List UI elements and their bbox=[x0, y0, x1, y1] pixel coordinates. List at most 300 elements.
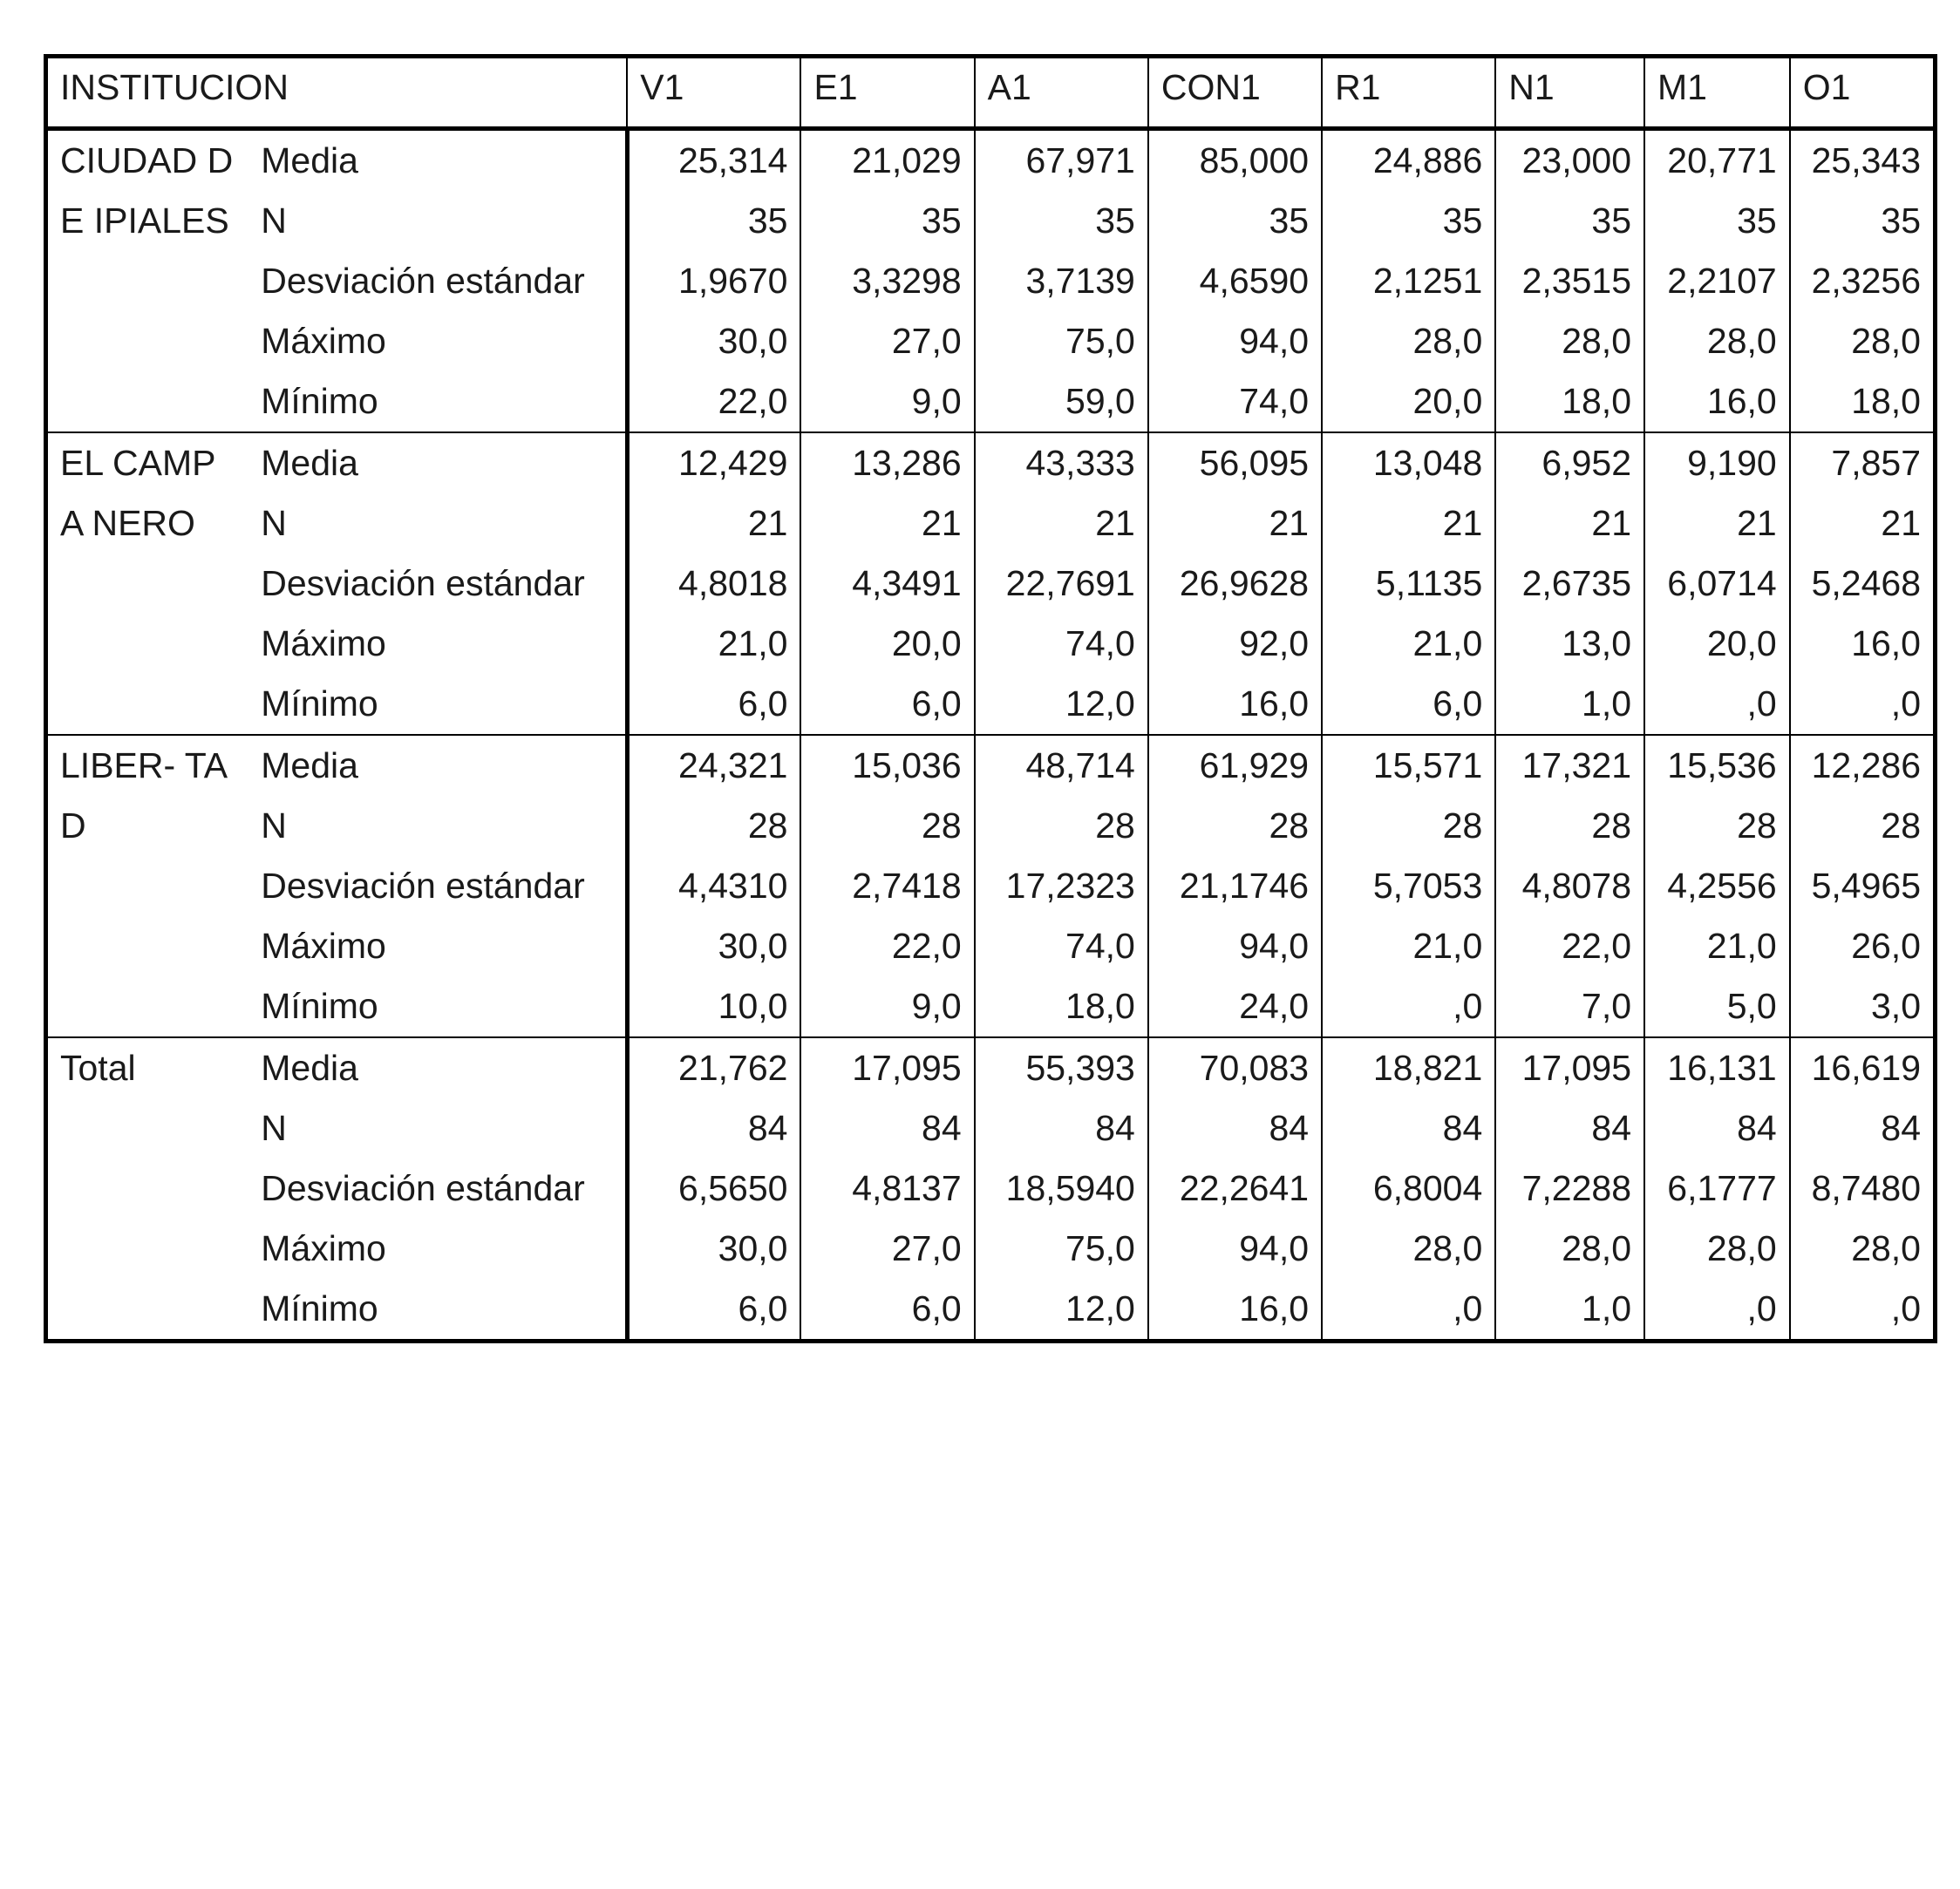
cell-value: 55,393 bbox=[1025, 1048, 1135, 1088]
cell-value: 28,0 bbox=[1562, 321, 1632, 361]
cell-value: 22,0 bbox=[891, 926, 962, 966]
statistics-table bbox=[44, 54, 1937, 1343]
value-cell-r1 bbox=[1322, 916, 1495, 976]
cell-value: 21 bbox=[922, 503, 962, 543]
cell-value: 28,0 bbox=[1851, 321, 1921, 361]
cell-value: 12,286 bbox=[1811, 745, 1921, 785]
cell-value: 18,0 bbox=[1851, 381, 1921, 421]
cell-value: 5,4965 bbox=[1811, 866, 1921, 906]
value-cell-r1 bbox=[1322, 1037, 1495, 1098]
value-cell-o1 bbox=[1790, 856, 1936, 916]
cell-value: 15,536 bbox=[1667, 745, 1777, 785]
cell-value: 3,3298 bbox=[852, 261, 962, 301]
cell-value: 74,0 bbox=[1239, 381, 1310, 421]
cell-value: 8,7480 bbox=[1811, 1168, 1921, 1208]
value-cell-m1 bbox=[1644, 371, 1790, 432]
cell-value: 21,0 bbox=[1412, 926, 1483, 966]
table-row bbox=[46, 674, 1936, 735]
value-cell-m1 bbox=[1644, 191, 1790, 251]
value-cell-v1 bbox=[627, 129, 800, 192]
cell-value: 6,0 bbox=[911, 1288, 962, 1328]
value-cell-a1 bbox=[975, 976, 1148, 1037]
value-cell-a1 bbox=[975, 432, 1148, 493]
cell-value: 21 bbox=[1269, 503, 1310, 543]
value-cell-m1 bbox=[1644, 1159, 1790, 1219]
value-cell-a1 bbox=[975, 251, 1148, 311]
value-cell-con1 bbox=[1148, 554, 1322, 614]
cell-value: 74,0 bbox=[1065, 623, 1135, 663]
cell-value: 28,0 bbox=[1706, 1228, 1777, 1268]
cell-value: 28 bbox=[1269, 805, 1310, 846]
cell-value: 12,0 bbox=[1065, 1288, 1135, 1328]
statistic-label: Máximo bbox=[261, 321, 386, 361]
value-cell-r1 bbox=[1322, 554, 1495, 614]
value-cell-e1 bbox=[800, 916, 974, 976]
cell-value: 94,0 bbox=[1239, 926, 1310, 966]
value-cell-r1 bbox=[1322, 796, 1495, 856]
value-cell-o1 bbox=[1790, 674, 1936, 735]
table-row bbox=[46, 1219, 1936, 1279]
cell-value: 6,0 bbox=[911, 683, 962, 724]
value-cell-e1 bbox=[800, 554, 974, 614]
table-row bbox=[46, 432, 1936, 493]
cell-value: 28,0 bbox=[1851, 1228, 1921, 1268]
value-cell-n1 bbox=[1495, 129, 1644, 192]
cell-value: 6,0 bbox=[1433, 683, 1483, 724]
statistic-label: Mínimo bbox=[261, 381, 378, 421]
value-cell-o1 bbox=[1790, 1098, 1936, 1159]
cell-value: 21,0 bbox=[1706, 926, 1777, 966]
cell-value: 35 bbox=[1442, 200, 1483, 241]
cell-value: 6,1777 bbox=[1667, 1168, 1777, 1208]
table-row bbox=[46, 1279, 1936, 1342]
statistic-label: Media bbox=[248, 1037, 627, 1098]
value-cell-r1 bbox=[1322, 191, 1495, 251]
cell-value: 21 bbox=[747, 503, 788, 543]
value-cell-n1 bbox=[1495, 1098, 1644, 1159]
value-cell-m1 bbox=[1644, 976, 1790, 1037]
value-cell-o1 bbox=[1790, 554, 1936, 614]
statistic-label: Mínimo bbox=[261, 986, 378, 1026]
cell-value: 94,0 bbox=[1239, 321, 1310, 361]
cell-value: 28,0 bbox=[1412, 321, 1483, 361]
cell-value: 25,343 bbox=[1811, 140, 1921, 180]
value-cell-con1 bbox=[1148, 371, 1322, 432]
value-cell-n1 bbox=[1495, 1279, 1644, 1342]
statistic-label: Máximo bbox=[261, 623, 386, 663]
cell-value: 28,0 bbox=[1562, 1228, 1632, 1268]
cell-value: 35 bbox=[1881, 200, 1921, 241]
value-cell-n1 bbox=[1495, 674, 1644, 735]
statistic-label: N bbox=[261, 1108, 287, 1148]
value-cell-a1 bbox=[975, 856, 1148, 916]
cell-value: 35 bbox=[1269, 200, 1310, 241]
cell-value: 2,3256 bbox=[1811, 261, 1921, 301]
cell-value: 5,0 bbox=[1726, 986, 1777, 1026]
statistic-label: N bbox=[261, 805, 287, 846]
cell-value: 18,0 bbox=[1562, 381, 1632, 421]
value-cell-n1 bbox=[1495, 735, 1644, 796]
statistic-label: Desviación estándar bbox=[261, 866, 585, 906]
table-row bbox=[46, 916, 1936, 976]
cell-value: 84 bbox=[1095, 1108, 1135, 1148]
cell-value: 20,0 bbox=[891, 623, 962, 663]
statistic-label: Media bbox=[261, 140, 358, 180]
value-cell-v1 bbox=[627, 614, 800, 674]
table-row bbox=[46, 191, 1936, 251]
cell-value: 15,036 bbox=[852, 745, 962, 785]
value-cell-m1 bbox=[1644, 432, 1790, 493]
value-cell-n1 bbox=[1495, 191, 1644, 251]
value-cell-e1 bbox=[800, 1159, 974, 1219]
value-cell-n1 bbox=[1495, 493, 1644, 554]
value-cell-e1 bbox=[800, 1219, 974, 1279]
cell-value: 61,929 bbox=[1199, 745, 1310, 785]
value-cell-m1 bbox=[1644, 251, 1790, 311]
cell-value: 17,321 bbox=[1521, 745, 1632, 785]
cell-value: 18,821 bbox=[1372, 1048, 1483, 1088]
cell-value: 16,619 bbox=[1811, 1048, 1921, 1088]
cell-value: 4,4310 bbox=[678, 866, 788, 906]
cell-value: 21 bbox=[1442, 503, 1483, 543]
cell-value: 28 bbox=[1591, 805, 1632, 846]
value-cell-v1 bbox=[627, 191, 800, 251]
cell-value: 22,0 bbox=[718, 381, 788, 421]
cell-value: 13,048 bbox=[1372, 443, 1483, 483]
value-cell-con1 bbox=[1148, 1279, 1322, 1342]
statistic-label: Máximo bbox=[261, 926, 386, 966]
cell-value: 84 bbox=[1269, 1108, 1310, 1148]
cell-value: 22,7691 bbox=[1005, 563, 1135, 603]
cell-value: ,0 bbox=[1453, 1288, 1483, 1328]
cell-value: 9,0 bbox=[911, 381, 962, 421]
value-cell-e1 bbox=[800, 674, 974, 735]
table-row bbox=[46, 856, 1936, 916]
cell-value: 21 bbox=[1881, 503, 1921, 543]
header-r1: R1 bbox=[1322, 57, 1495, 129]
table-row bbox=[46, 614, 1936, 674]
cell-value: 1,0 bbox=[1582, 683, 1632, 724]
institution-label: CIUDAD DE IPIALES bbox=[60, 140, 234, 241]
statistic-label: Mínimo bbox=[261, 683, 378, 724]
value-cell-v1 bbox=[627, 1098, 800, 1159]
value-cell-a1 bbox=[975, 1279, 1148, 1342]
cell-value: 56,095 bbox=[1199, 443, 1310, 483]
value-cell-n1 bbox=[1495, 1219, 1644, 1279]
value-cell-n1 bbox=[1495, 1159, 1644, 1219]
value-cell-r1 bbox=[1322, 311, 1495, 371]
cell-value: 84 bbox=[1881, 1108, 1921, 1148]
value-cell-e1 bbox=[800, 432, 974, 493]
cell-value: 24,0 bbox=[1239, 986, 1310, 1026]
value-cell-e1 bbox=[800, 1098, 974, 1159]
cell-value: 2,6735 bbox=[1521, 563, 1632, 603]
value-cell-m1 bbox=[1644, 735, 1790, 796]
value-cell-o1 bbox=[1790, 614, 1936, 674]
value-cell-n1 bbox=[1495, 371, 1644, 432]
table-row bbox=[46, 1098, 1936, 1159]
cell-value: 4,3491 bbox=[852, 563, 962, 603]
value-cell-o1 bbox=[1790, 371, 1936, 432]
cell-value: ,0 bbox=[1746, 1288, 1777, 1328]
table-row bbox=[46, 371, 1936, 432]
value-cell-e1 bbox=[800, 735, 974, 796]
cell-value: 4,6590 bbox=[1199, 261, 1310, 301]
cell-value: 16,0 bbox=[1851, 623, 1921, 663]
cell-value: 74,0 bbox=[1065, 926, 1135, 966]
value-cell-o1 bbox=[1790, 735, 1936, 796]
value-cell-v1 bbox=[627, 796, 800, 856]
header-row bbox=[46, 57, 1936, 129]
value-cell-con1 bbox=[1148, 674, 1322, 735]
cell-value: 23,000 bbox=[1521, 140, 1632, 180]
cell-value: 6,0714 bbox=[1667, 563, 1777, 603]
value-cell-r1 bbox=[1322, 251, 1495, 311]
value-cell-v1 bbox=[627, 554, 800, 614]
header-m1: M1 bbox=[1644, 57, 1790, 129]
value-cell-con1 bbox=[1148, 311, 1322, 371]
institution-label: EL CAMPA NERO bbox=[46, 432, 249, 735]
value-cell-con1 bbox=[1148, 191, 1322, 251]
value-cell-m1 bbox=[1644, 129, 1790, 192]
cell-value: 84 bbox=[747, 1108, 788, 1148]
cell-value: 27,0 bbox=[891, 1228, 962, 1268]
value-cell-n1 bbox=[1495, 554, 1644, 614]
cell-value: 20,0 bbox=[1706, 623, 1777, 663]
cell-value: 75,0 bbox=[1065, 1228, 1135, 1268]
value-cell-o1 bbox=[1790, 493, 1936, 554]
value-cell-m1 bbox=[1644, 1098, 1790, 1159]
cell-value: 85,000 bbox=[1199, 140, 1310, 180]
value-cell-v1 bbox=[627, 432, 800, 493]
value-cell-r1 bbox=[1322, 1159, 1495, 1219]
cell-value: 22,0 bbox=[1562, 926, 1632, 966]
cell-value: 21,029 bbox=[852, 140, 962, 180]
cell-value: 17,095 bbox=[1521, 1048, 1632, 1088]
cell-value: 6,0 bbox=[738, 1288, 788, 1328]
cell-value: 28 bbox=[747, 805, 788, 846]
cell-value: ,0 bbox=[1890, 1288, 1921, 1328]
cell-value: 28 bbox=[1737, 805, 1777, 846]
value-cell-m1 bbox=[1644, 796, 1790, 856]
cell-value: 5,7053 bbox=[1372, 866, 1483, 906]
cell-value: 59,0 bbox=[1065, 381, 1135, 421]
value-cell-v1 bbox=[627, 311, 800, 371]
value-cell-e1 bbox=[800, 129, 974, 192]
cell-value: 21 bbox=[1095, 503, 1135, 543]
cell-value: ,0 bbox=[1453, 986, 1483, 1026]
value-cell-m1 bbox=[1644, 311, 1790, 371]
value-cell-v1 bbox=[627, 251, 800, 311]
statistic-label: Máximo bbox=[261, 1228, 386, 1268]
value-cell-r1 bbox=[1322, 1098, 1495, 1159]
value-cell-n1 bbox=[1495, 251, 1644, 311]
table-row bbox=[46, 311, 1936, 371]
value-cell-r1 bbox=[1322, 614, 1495, 674]
cell-value: 35 bbox=[1591, 200, 1632, 241]
cell-value: 94,0 bbox=[1239, 1228, 1310, 1268]
cell-value: 1,9670 bbox=[678, 261, 788, 301]
cell-value: 21,1746 bbox=[1179, 866, 1310, 906]
value-cell-v1 bbox=[627, 856, 800, 916]
cell-value: 21,762 bbox=[678, 1048, 788, 1088]
value-cell-con1 bbox=[1148, 1037, 1322, 1098]
cell-value: 26,0 bbox=[1851, 926, 1921, 966]
value-cell-a1 bbox=[975, 796, 1148, 856]
table-row bbox=[46, 493, 1936, 554]
cell-value: 16,0 bbox=[1239, 683, 1310, 724]
cell-value: 35 bbox=[922, 200, 962, 241]
value-cell-a1 bbox=[975, 191, 1148, 251]
cell-value: 21,0 bbox=[1412, 623, 1483, 663]
value-cell-a1 bbox=[975, 1159, 1148, 1219]
cell-value: 4,8018 bbox=[678, 563, 788, 603]
value-cell-o1 bbox=[1790, 796, 1936, 856]
value-cell-r1 bbox=[1322, 1219, 1495, 1279]
cell-value: 43,333 bbox=[1025, 443, 1135, 483]
value-cell-m1 bbox=[1644, 614, 1790, 674]
value-cell-e1 bbox=[800, 856, 974, 916]
value-cell-con1 bbox=[1148, 432, 1322, 493]
value-cell-v1 bbox=[627, 371, 800, 432]
value-cell-con1 bbox=[1148, 251, 1322, 311]
value-cell-r1 bbox=[1322, 976, 1495, 1037]
value-cell-r1 bbox=[1322, 493, 1495, 554]
value-cell-o1 bbox=[1790, 432, 1936, 493]
cell-value: 1,0 bbox=[1582, 1288, 1632, 1328]
cell-value: ,0 bbox=[1890, 683, 1921, 724]
value-cell-a1 bbox=[975, 1219, 1148, 1279]
value-cell-v1 bbox=[627, 1279, 800, 1342]
header-a1: A1 bbox=[975, 57, 1148, 129]
header-v1: V1 bbox=[627, 57, 800, 129]
table-row bbox=[46, 735, 1936, 796]
value-cell-o1 bbox=[1790, 129, 1936, 192]
cell-value: 21,0 bbox=[718, 623, 788, 663]
value-cell-r1 bbox=[1322, 371, 1495, 432]
value-cell-n1 bbox=[1495, 614, 1644, 674]
cell-value: 70,083 bbox=[1199, 1048, 1310, 1088]
cell-value: 10,0 bbox=[718, 986, 788, 1026]
table-body bbox=[46, 129, 1936, 1342]
cell-value: 5,2468 bbox=[1811, 563, 1921, 603]
cell-value: 28 bbox=[1095, 805, 1135, 846]
cell-value: 35 bbox=[1737, 200, 1777, 241]
institution-label: Total bbox=[46, 1037, 249, 1342]
value-cell-m1 bbox=[1644, 1279, 1790, 1342]
value-cell-v1 bbox=[627, 674, 800, 735]
value-cell-o1 bbox=[1790, 1279, 1936, 1342]
cell-value: 75,0 bbox=[1065, 321, 1135, 361]
value-cell-a1 bbox=[975, 614, 1148, 674]
value-cell-n1 bbox=[1495, 432, 1644, 493]
value-cell-r1 bbox=[1322, 674, 1495, 735]
cell-value: 12,429 bbox=[678, 443, 788, 483]
cell-value: 17,2323 bbox=[1005, 866, 1135, 906]
cell-value: 30,0 bbox=[718, 1228, 788, 1268]
header-n1: N1 bbox=[1495, 57, 1644, 129]
value-cell-m1 bbox=[1644, 856, 1790, 916]
cell-value: 6,5650 bbox=[678, 1168, 788, 1208]
value-cell-v1 bbox=[627, 976, 800, 1037]
cell-value: 24,886 bbox=[1372, 140, 1483, 180]
value-cell-e1 bbox=[800, 251, 974, 311]
value-cell-o1 bbox=[1790, 1219, 1936, 1279]
cell-value: 16,0 bbox=[1239, 1288, 1310, 1328]
header-e1: E1 bbox=[800, 57, 974, 129]
cell-value: 4,8078 bbox=[1521, 866, 1632, 906]
value-cell-e1 bbox=[800, 191, 974, 251]
cell-value: 15,571 bbox=[1372, 745, 1483, 785]
cell-value: 21 bbox=[1737, 503, 1777, 543]
value-cell-a1 bbox=[975, 1037, 1148, 1098]
cell-value: 20,771 bbox=[1667, 140, 1777, 180]
value-cell-v1 bbox=[627, 916, 800, 976]
cell-value: 30,0 bbox=[718, 321, 788, 361]
cell-value: 24,321 bbox=[678, 745, 788, 785]
value-cell-n1 bbox=[1495, 796, 1644, 856]
cell-value: 4,8137 bbox=[852, 1168, 962, 1208]
cell-value: 21 bbox=[1591, 503, 1632, 543]
cell-value: 48,714 bbox=[1025, 745, 1135, 785]
cell-value: 18,5940 bbox=[1005, 1168, 1135, 1208]
value-cell-e1 bbox=[800, 976, 974, 1037]
cell-value: 7,857 bbox=[1831, 443, 1921, 483]
value-cell-e1 bbox=[800, 614, 974, 674]
cell-value: 2,3515 bbox=[1521, 261, 1632, 301]
table-row bbox=[46, 554, 1936, 614]
header-institucion: INSTITUCION bbox=[46, 57, 628, 129]
value-cell-r1 bbox=[1322, 129, 1495, 192]
cell-value: 6,0 bbox=[738, 683, 788, 724]
cell-value: 3,7139 bbox=[1025, 261, 1135, 301]
institution-label: LIBER- TAD bbox=[46, 735, 249, 1037]
value-cell-n1 bbox=[1495, 976, 1644, 1037]
cell-value: 28,0 bbox=[1706, 321, 1777, 361]
table-row bbox=[46, 1037, 1936, 1098]
cell-value: 6,952 bbox=[1541, 443, 1632, 483]
value-cell-a1 bbox=[975, 554, 1148, 614]
cell-value: 2,2107 bbox=[1667, 261, 1777, 301]
value-cell-n1 bbox=[1495, 1037, 1644, 1098]
value-cell-e1 bbox=[800, 1037, 974, 1098]
value-cell-a1 bbox=[975, 371, 1148, 432]
value-cell-e1 bbox=[800, 1279, 974, 1342]
statistic-label: Mínimo bbox=[261, 1288, 378, 1328]
value-cell-con1 bbox=[1148, 796, 1322, 856]
value-cell-m1 bbox=[1644, 916, 1790, 976]
cell-value: 28,0 bbox=[1412, 1228, 1483, 1268]
cell-value: 84 bbox=[922, 1108, 962, 1148]
statistic-label: Desviación estándar bbox=[261, 261, 585, 301]
value-cell-r1 bbox=[1322, 735, 1495, 796]
cell-value: 30,0 bbox=[718, 926, 788, 966]
cell-value: 28 bbox=[922, 805, 962, 846]
cell-value: 16,0 bbox=[1706, 381, 1777, 421]
statistic-label: N bbox=[261, 200, 287, 241]
statistic-label: Desviación estándar bbox=[261, 1168, 585, 1208]
cell-value: 17,095 bbox=[852, 1048, 962, 1088]
value-cell-a1 bbox=[975, 129, 1148, 192]
cell-value: 35 bbox=[1095, 200, 1135, 241]
cell-value: 9,0 bbox=[911, 986, 962, 1026]
table-row bbox=[46, 796, 1936, 856]
cell-value: 13,286 bbox=[852, 443, 962, 483]
value-cell-a1 bbox=[975, 1098, 1148, 1159]
statistic-label: Media bbox=[248, 432, 627, 493]
value-cell-r1 bbox=[1322, 856, 1495, 916]
value-cell-a1 bbox=[975, 493, 1148, 554]
